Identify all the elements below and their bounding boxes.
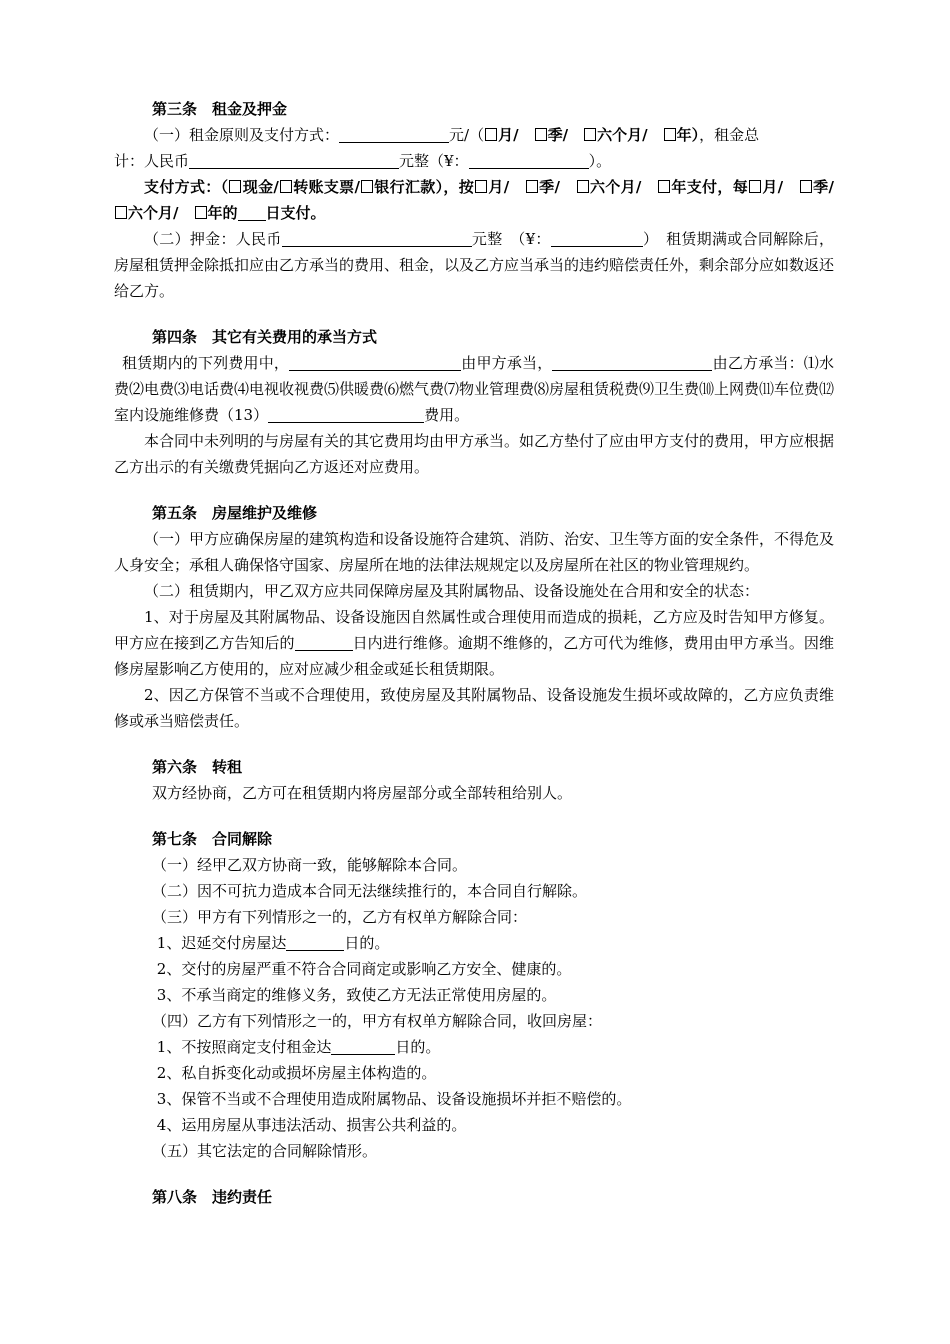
text: ）。 [588, 152, 612, 170]
section-5-item-2-1 [114, 604, 834, 682]
section-5-item-2: （二）租赁期内，甲乙双方应共同保障房屋及其附属物品、设备设施处在合用和安全的状态： [144, 582, 760, 600]
text: 1、迟延交付房屋达 [152, 934, 287, 952]
blank-party-b-fees[interactable] [552, 352, 712, 371]
checkbox-pay-quarter[interactable] [526, 180, 538, 193]
section-3-title: 第三条 租金及押金 [152, 100, 288, 118]
text: 年支付 [671, 178, 718, 196]
blank-rent-amount[interactable] [339, 124, 449, 143]
text: （二）押金：人民币 [144, 230, 282, 248]
text: 日的。 [395, 1038, 441, 1056]
text: 除后，房屋租赁押金除抵扣应由乙方承当的费用、租金，以及乙方应当承当的违约赔偿责任外，剩余部分应如数返还给乙方。 [114, 230, 835, 300]
blank-total-yen[interactable] [469, 150, 589, 169]
text: 元整（¥： [399, 152, 469, 170]
text: 元/（ [449, 126, 485, 144]
blank-repair-days[interactable] [295, 632, 353, 651]
blank-other-fee[interactable] [268, 404, 424, 423]
text: 由乙方承 [712, 354, 774, 372]
text: 日支付 [265, 204, 311, 222]
blank-overdue-days[interactable] [331, 1036, 395, 1055]
checkbox-bank[interactable] [361, 180, 373, 193]
text: 季/ [547, 126, 569, 144]
checkbox-year[interactable] [664, 128, 676, 141]
section-7-item-3-3: 3、不承当商定的维修义务，致使乙方无法正常使用房屋的。 [152, 986, 557, 1004]
text: 年的 [207, 204, 238, 222]
section-7-item-4-3: 3、保管不当或不合理使用造成附属物品、设备设施损坏并拒不赔偿的。 [152, 1090, 632, 1108]
blank-total-rmb[interactable] [189, 150, 399, 169]
checkbox-pay2-half[interactable] [115, 206, 127, 219]
text: 租赁期内的下列费用中， [122, 354, 290, 372]
section-7-item-3: （三）甲方有下列情形之一的，乙方有权单方解除合同： [152, 908, 528, 926]
text: 日内进行维修。逾期不维修的，乙方可代为维修，费用由甲方承当。因维修房屋影响乙方使用的，应对应减少租金或延长租赁期限。 [114, 634, 834, 678]
section-3-total-line [114, 148, 834, 174]
checkbox-pay-year[interactable] [658, 180, 670, 193]
section-3-payment-line [114, 174, 834, 226]
section-6-title: 第六条 转租 [152, 758, 243, 776]
text: 银行汇款） [373, 178, 444, 196]
section-7-item-4-2: 2、私自拆变化动或损坏房屋主体构造的。 [152, 1064, 437, 1082]
section-4-paragraph-2: 本合同中未列明的与房屋有关的其它费用均由甲方承当。如乙方垫付了应由甲方支付的费用，甲方应根据乙方出示的有关缴费凭据向乙方返还对应费用。 [114, 432, 835, 476]
checkbox-half-year[interactable] [584, 128, 596, 141]
text: 1、对于房屋及其附属物品、设备设施因自然属性或合理使用而造成的损耗，乙方应及时告知甲方修复。甲方应在接到乙方告知后的 [114, 608, 834, 652]
checkbox-pay2-month[interactable] [749, 180, 761, 193]
section-4-title: 第四条 其它有关费用的承当方式 [152, 328, 378, 346]
checkbox-pay2-quarter[interactable] [800, 180, 812, 193]
text: 。 [310, 204, 326, 222]
text: 季/ [538, 178, 560, 196]
section-5-item-2-2: 2、因乙方保管不当或不合理使用，致使房屋及其附属物品、设备设施发生损坏或故障的，乙方应负责维修或承当赔偿责任。 [114, 686, 834, 730]
checkbox-pay2-year[interactable] [195, 206, 207, 219]
text: ，租金总 [699, 126, 760, 144]
section-7-item-1: （一）经甲乙双方协商一致，能够解除本合同。 [152, 856, 468, 874]
section-7-item-5: （五）其它法定的合同解除情形。 [152, 1142, 378, 1160]
blank-deposit-yen[interactable] [551, 228, 643, 247]
section-7-item-4-1 [114, 1034, 834, 1060]
section-3-rent-line [114, 122, 834, 148]
section-5-title: 第五条 房屋维护及维修 [152, 504, 318, 522]
text: ，每 [717, 178, 749, 196]
checkbox-cash[interactable] [229, 180, 241, 193]
text: 六个月/ [589, 178, 642, 196]
text: 六个月/ [128, 204, 179, 222]
text: 1、不按照商定支付租金达 [152, 1038, 332, 1056]
text: 费用。 [424, 406, 470, 424]
contract-body [114, 96, 834, 1210]
text: 由甲方承当， [461, 354, 553, 372]
text: 月/ [488, 178, 510, 196]
text: 年） [676, 126, 700, 144]
text: （一）租金原则及支付方式： [144, 126, 340, 144]
text: ） 租赁期满或合同解 [642, 230, 789, 248]
text: 月/ [498, 126, 519, 144]
text: 计：人民币 [114, 152, 190, 170]
text: ，按 [443, 178, 475, 196]
checkbox-pay-half[interactable] [577, 180, 589, 193]
text: 日的。 [344, 934, 390, 952]
checkbox-month[interactable] [485, 128, 497, 141]
blank-pay-day[interactable] [238, 202, 266, 221]
text: 季/ [812, 178, 834, 196]
blank-party-a-fees[interactable] [289, 352, 461, 371]
text: 现金/ [242, 178, 279, 196]
text: 当：⑴水费⑵电费⑶电话费⑷电视收视费⑸供暖费⑹燃气费⑺物业管理费⑻房屋租赁税费⑼卫生费⑽上网费⑾车位费⑿室内设施维修费（13） [114, 354, 835, 424]
checkbox-check[interactable] [280, 180, 292, 193]
blank-delay-days[interactable] [286, 932, 344, 951]
section-8-title: 第八条 违约责任 [152, 1188, 273, 1206]
blank-deposit-rmb[interactable] [282, 228, 472, 247]
text: 月/ [762, 178, 784, 196]
text: 元整 （¥： [471, 230, 551, 248]
text: 转账支票/ [292, 178, 360, 196]
section-5-item-1: （一）甲方应确保房屋的建筑构造和设备设施符合建筑、消防、治安、卫生等方面的安全条件，不得危及人身安全；承租人确保恪守国家、房屋所在地的法律法规规定以及房屋所在社区的物业管理规约。 [114, 530, 835, 574]
section-3-deposit [114, 226, 834, 304]
section-7-item-4-4: 4、运用房屋从事违法活动、损害公共利益的。 [152, 1116, 467, 1134]
checkbox-quarter[interactable] [535, 128, 547, 141]
section-7-title: 第七条 合同解除 [152, 830, 273, 848]
section-6-paragraph: 双方经协商，乙方可在租赁期内将房屋部分或全部转租给别人。 [152, 784, 573, 802]
section-7-item-4: （四）乙方有下列情形之一的，甲方有权单方解除合同，收回房屋： [152, 1012, 603, 1030]
section-4-fees [114, 350, 834, 428]
section-7-item-3-1 [114, 930, 834, 956]
text: 支付方式：（ [144, 178, 229, 196]
section-7-item-2: （二）因不可抗力造成本合同无法继续推行的，本合同自行解除。 [152, 882, 588, 900]
checkbox-pay-month[interactable] [475, 180, 487, 193]
section-7-item-3-2: 2、交付的房屋严重不符合合同商定或影响乙方安全、健康的。 [152, 960, 572, 978]
text: 六个月/ [597, 126, 648, 144]
